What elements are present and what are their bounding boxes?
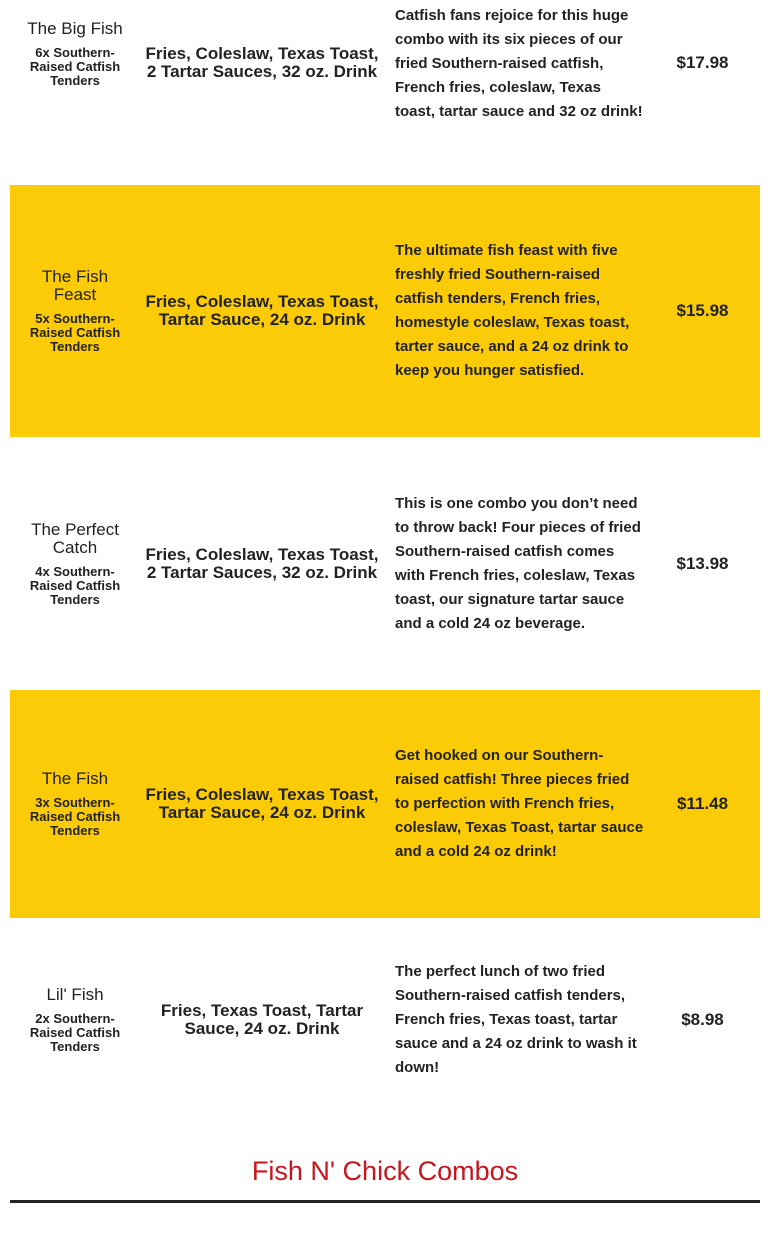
combo-name: The Fish Feast — [41, 267, 109, 304]
combo-name: The Perfect Catch — [31, 519, 119, 557]
combo-pieces: 3x Southern-Raised Catfish Tenders — [29, 795, 121, 838]
combo-pieces: 5x Southern-Raised Catfish Tenders — [29, 311, 121, 354]
combo-pieces: 6x Southern-Raised Catfish Tenders — [29, 44, 121, 88]
combo-row-big-fish — [10, 0, 760, 185]
combo-description: Catfish fans rejoice for this huge combo with its six pieces of our fried Southern-raised catfish, French fries, coleslaw, Texas toast, tartar sauce and 32 oz drink! — [395, 6, 643, 120]
combo-description: This is one combo you don’t need to throw back! Four pieces of fried Southern-raised catfish comes with French fries, coleslaw, Texas toast, our signature tartar sauce and a cold 24 oz beverage. — [395, 494, 641, 632]
combo-price-cell — [650, 185, 755, 437]
combo-name-cell — [10, 918, 140, 1122]
combo-sides: Fries, Coleslaw, Texas Toast, Tartar Sauce, 24 oz. Drink — [145, 785, 379, 822]
section-divider — [10, 1200, 760, 1203]
combo-pieces: 4x Southern-Raised Catfish Tenders — [29, 563, 121, 607]
combo-row-fish-feast — [10, 185, 760, 437]
combo-price-cell — [650, 918, 755, 1122]
combo-price-cell — [650, 690, 755, 918]
combo-description: Get hooked on our Southern-raised catfish! Three pieces fried to perfection with French fries, coleslaw, Texas Toast, tartar sauce and a cold 24 oz drink! — [395, 747, 644, 860]
combo-sides-cell — [144, 185, 380, 437]
combo-price: $11.48 — [676, 794, 729, 813]
combo-name: Lil' Fish — [46, 985, 104, 1004]
combo-sides-cell — [144, 0, 380, 185]
combo-row-the-fish — [10, 690, 760, 918]
combo-price-cell — [650, 0, 755, 185]
combo-price: $15.98 — [676, 301, 729, 320]
combo-price: $17.98 — [676, 52, 729, 72]
combo-name-cell — [10, 690, 140, 918]
combo-sides: Fries, Coleslaw, Texas Toast, 2 Tartar Sauces, 32 oz. Drink — [145, 544, 379, 582]
combo-row-perfect-catch — [10, 437, 760, 690]
combo-sides: Fries, Texas Toast, Tartar Sauce, 24 oz. Drink — [160, 1001, 364, 1038]
combo-name-cell — [10, 437, 140, 690]
combo-sides-cell — [144, 690, 380, 918]
combo-pieces: 2x Southern-Raised Catfish Tenders — [29, 1011, 121, 1054]
combo-sides: Fries, Coleslaw, Texas Toast, 2 Tartar Sauces, 32 oz. Drink — [145, 43, 379, 81]
combo-price: $8.98 — [681, 1010, 724, 1029]
combo-description-cell — [395, 185, 645, 437]
combo-price-cell — [650, 437, 755, 690]
combo-description-cell — [395, 437, 645, 690]
combo-sides-cell — [144, 437, 380, 690]
combo-row-lil-fish — [10, 918, 760, 1122]
combo-description-cell — [395, 918, 645, 1122]
section-title: Fish N' Chick Combos — [251, 1156, 519, 1186]
combo-description: The ultimate fish feast with five freshly fried Southern-raised catfish tenders, French fries, homestyle coleslaw, Texas toast, tarter sauce, and a 24 oz drink to keep you hunger satisfied. — [395, 242, 630, 379]
combo-description: The perfect lunch of two fried Southern-raised catfish tenders, French fries, Texas toast, tartar sauce and a 24 oz drink to wash it down! — [395, 963, 637, 1076]
combo-name-cell — [10, 185, 140, 437]
combo-sides-cell — [144, 918, 380, 1122]
combo-name: The Big Fish — [27, 18, 123, 38]
combo-sides: Fries, Coleslaw, Texas Toast, Tartar Sauce, 24 oz. Drink — [145, 292, 379, 329]
combo-description-cell — [395, 690, 645, 918]
combo-name: The Fish — [41, 769, 109, 788]
combo-price: $13.98 — [676, 553, 729, 573]
combo-name-cell — [10, 0, 140, 185]
combo-description-cell — [395, 0, 645, 185]
